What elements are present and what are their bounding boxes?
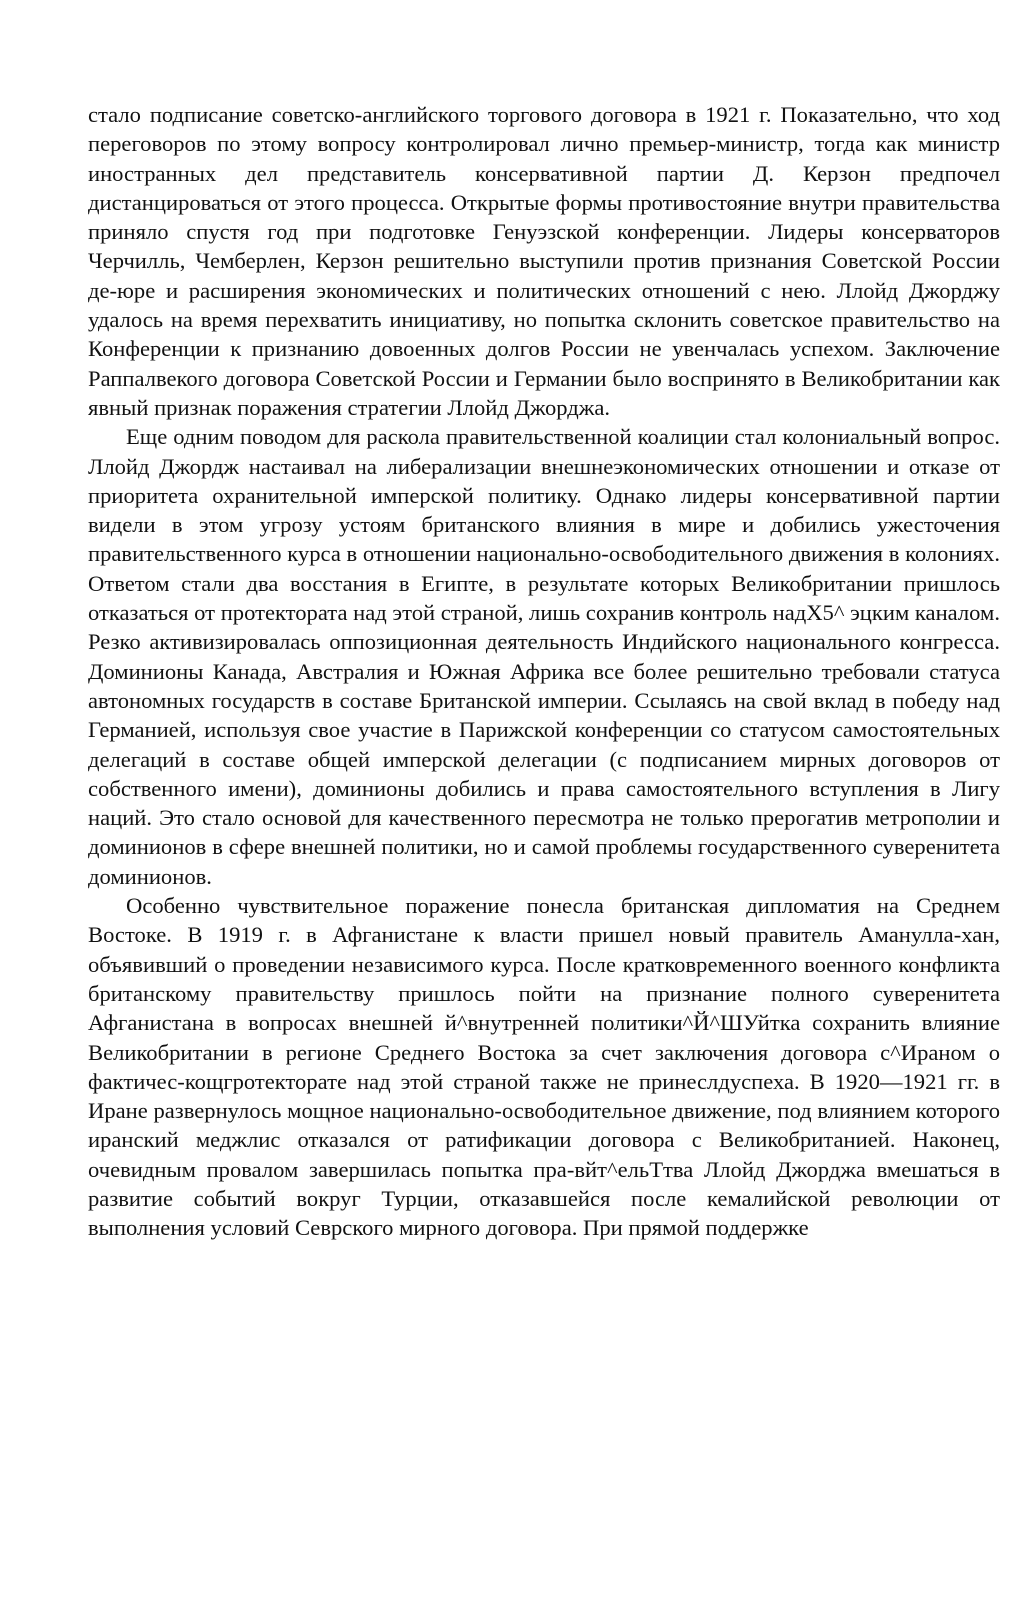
paragraph-2: Еще одним поводом для раскола правительственной коалиции стал колониальный вопрос. Ллойд Джордж настаивал на либерализации внешнеэкономических отношении и отказе от приоритета охранительной имперской политику. Однако лидеры консервативной партии видели в этом угрозу устоям британского влияния в мире и добились ужесточения правительственного курса в отношении национально-освободительного движения в колониях. Ответом стали два восстания в Египте, в результате которых Великобритании пришлось отказаться от протектората над этой страной, лишь сохранив контроль надХ5^ эцким каналом. Резко активизировалась оппозиционная деятельность Индийского национального конгресса. Доминионы Канада, Австралия и Южная Африка все более решительно требовали статуса автономных государств в составе Британской империи. Ссылаясь на свой вклад в победу над Германией, используя свое участие в Парижской конференции со статусом самостоятельных делегаций в составе общей имперской делегации (с подписанием мирных договоров от собственного имени), доминионы добились и права самостоятельного вступления в Лигу наций. Это стало основой для качественного пересмотра не только прерогатив метрополии и доминионов в сфере внешней политики, но и самой проблемы государственного суверенитета доминионов. bbox=[88, 424, 1000, 889]
document-page bbox=[88, 100, 1000, 1243]
paragraph-1: стало подписание советско-английского торгового договора в 1921 г. Показательно, что ход переговоров по этому вопросу контролировал лично премьер-министр, тогда как министр иностранных дел представитель консервативной партии Д. Керзон предпочел дистанцироваться от этого процесса. Открытые формы противостояние внутри правительства приняло спустя год при подготовке Генуэзской конференции. Лидеры консерваторов Черчилль, Чемберлен, Керзон решительно выступили против признания Советской России де-юре и расширения экономических и политических отношений с нею. Ллойд Джорджу удалось на время перехватить инициативу, но попытка склонить советское правительство на Конференции к признанию довоенных долгов России не увенчалась успехом. Заключение Раппалвекого договора Советской России и Германии было воспринято в Великобритании как явный признак поражения стратегии Ллойд Джорджа. bbox=[88, 102, 1000, 420]
paragraph-3: Особенно чувствительное поражение понесла британская дипломатия на Среднем Востоке. В 1919 г. в Афганистане к власти пришел новый правитель Аманулла-хан, объявивший о проведении независимого курса. После кратковременного военного конфликта британскому правительству пришлось пойти на признание полного суверенитета Афганистана в вопросах внешней й^внутренней политики^Й^ШУйтка сохранить влияние Великобритании в регионе Среднего Востока за счет заключения договора с^Ираном о фактичес-кощгротекторате над этой страной также не принеслдуспеха. В 1920—1921 гг. в Иране развернулось мощное национально-освободительное движение, под влиянием которого иранский меджлис отказался от ратификации договора с Великобританией. Наконец, очевидным провалом завершилась попытка пра-вйт^ельТтва Ллойд Джорджа вмешаться в развитие событий вокруг Турции, отказавшейся после кемалийской революции от выполнения условий Севрского мирного договора. При прямой поддержке bbox=[88, 893, 1000, 1241]
